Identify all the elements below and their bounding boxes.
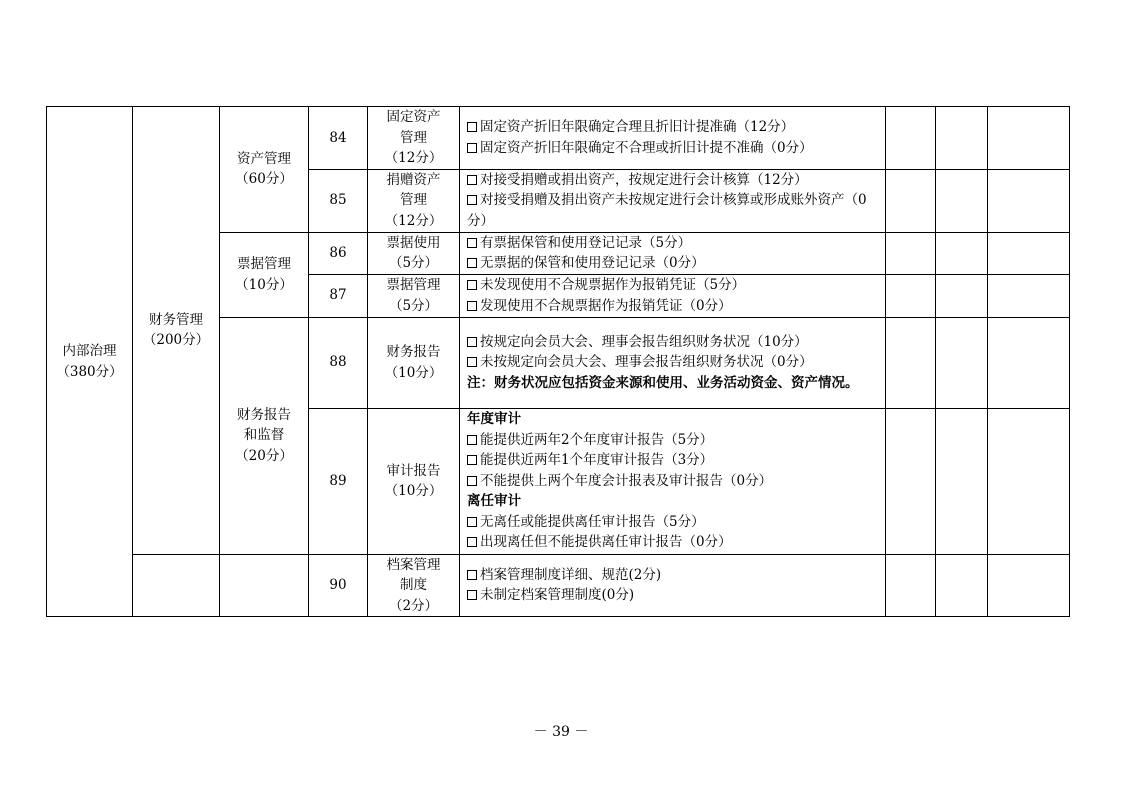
- item-name-line: 票据使用: [386, 234, 441, 251]
- criteria-section-heading: 年度审计: [467, 411, 521, 428]
- criteria-option[interactable]: [467, 233, 881, 254]
- checkbox-icon[interactable]: [467, 238, 477, 248]
- item-name-line: （10分）: [384, 364, 443, 381]
- criteria-cell: [460, 554, 886, 617]
- score-blank-cell: [886, 408, 936, 554]
- score-blank-cell: [936, 408, 988, 554]
- criteria-option-text: 有票据保管和使用登记记录（5分）: [480, 234, 692, 251]
- checkbox-icon[interactable]: [467, 280, 477, 290]
- criteria-option[interactable]: [467, 296, 881, 317]
- group-invoices-title: 票据管理: [237, 256, 291, 272]
- score-blank-cell: [936, 317, 988, 408]
- criteria-option[interactable]: [467, 332, 881, 353]
- score-blank-cell: [886, 317, 936, 408]
- group-invoices-cell: [220, 232, 309, 317]
- item-name-line: 制度: [400, 577, 427, 593]
- item-name-line: 捐赠资产: [386, 171, 441, 188]
- criteria-option-text: 无离任或能提供离任审计报告（5分）: [480, 513, 705, 530]
- score-blank-cell: [886, 554, 936, 617]
- score-blank-cell: [936, 107, 988, 170]
- score-blank-cell: [988, 554, 1070, 617]
- criteria-option[interactable]: [467, 585, 881, 606]
- item-name-cell: [368, 408, 460, 554]
- item-number: 88: [309, 317, 368, 408]
- score-blank-cell: [886, 232, 936, 274]
- score-blank-cell: [886, 107, 936, 170]
- criteria-option-text: 对接受捐赠或捐出资产，按规定进行会计核算（12分）: [480, 171, 808, 188]
- checkbox-icon[interactable]: [467, 175, 477, 185]
- criteria-section-heading: 离任审计: [467, 493, 521, 510]
- checkbox-icon[interactable]: [467, 258, 477, 268]
- criteria-option[interactable]: [467, 253, 881, 274]
- criteria-option-text: 固定资产折旧年限确定合理且折旧计提准确（12分）: [480, 119, 795, 136]
- item-name-cell: [368, 317, 460, 408]
- checkbox-icon[interactable]: [467, 570, 477, 580]
- criteria-note: 注：财务状况应包括资金来源和使用、业务活动资金、资产情况。: [467, 374, 859, 391]
- level1-category-cell: [47, 107, 133, 617]
- checkbox-icon[interactable]: [467, 537, 477, 547]
- level2-category-cell: [133, 107, 220, 555]
- item-name-line: 档案管理: [386, 556, 441, 573]
- item-name-line: 财务报告: [386, 344, 441, 360]
- item-number: 84: [309, 107, 368, 170]
- group-invoices-score: （10分）: [235, 276, 293, 293]
- checkbox-icon[interactable]: [467, 357, 477, 367]
- item-number: 86: [309, 232, 368, 274]
- scoring-table: [46, 106, 1070, 617]
- level2-category-score: （200分）: [142, 332, 210, 349]
- criteria-cell: [460, 169, 886, 232]
- level1-category-score: （380分）: [56, 363, 123, 380]
- criteria-option-text: 能提供近两年2个年度审计报告（5分）: [480, 431, 714, 448]
- criteria-option[interactable]: [467, 512, 881, 533]
- score-blank-cell: [886, 274, 936, 317]
- checkbox-icon[interactable]: [467, 337, 477, 347]
- criteria-option-text: 对接受捐赠及捐出资产未按规定进行会计核算或形成账外资产（0分）: [467, 192, 867, 229]
- item-name-line: 审计报告: [386, 462, 441, 479]
- table-row-84: [47, 107, 1070, 170]
- checkbox-icon[interactable]: [467, 435, 477, 445]
- checkbox-icon[interactable]: [467, 301, 477, 311]
- item-name-cell: [368, 274, 460, 317]
- score-blank-cell: [988, 408, 1070, 554]
- criteria-cell: [460, 107, 886, 170]
- group-assets-score: （60分）: [235, 171, 293, 188]
- blank-category-cell: [133, 554, 220, 617]
- checkbox-icon[interactable]: [467, 143, 477, 153]
- checkbox-icon[interactable]: [467, 195, 477, 205]
- score-blank-cell: [886, 169, 936, 232]
- group-assets-cell: [220, 107, 309, 233]
- score-blank-cell: [988, 274, 1070, 317]
- criteria-option[interactable]: [467, 190, 881, 231]
- group-reporting-score: （20分）: [235, 447, 293, 464]
- score-blank-cell: [988, 232, 1070, 274]
- item-name-line: （12分）: [384, 150, 443, 166]
- level2-category-title: 财务管理: [149, 311, 203, 328]
- criteria-option-text: 未制定档案管理制度(0分): [480, 587, 635, 604]
- criteria-option[interactable]: [467, 117, 881, 138]
- criteria-option-text: 出现离任但不能提供离任审计报告（0分）: [480, 534, 732, 551]
- score-blank-cell: [936, 554, 988, 617]
- score-blank-cell: [936, 169, 988, 232]
- item-number: 85: [309, 169, 368, 232]
- criteria-cell: [460, 317, 886, 408]
- criteria-option[interactable]: [467, 275, 881, 296]
- criteria-option[interactable]: [467, 471, 881, 492]
- checkbox-icon[interactable]: [467, 455, 477, 465]
- group-reporting-title: 财务报告: [237, 406, 291, 423]
- checkbox-icon[interactable]: [467, 517, 477, 527]
- item-name-line: （5分）: [388, 255, 439, 271]
- group-reporting-cell: [220, 317, 309, 554]
- criteria-option-text: 固定资产折旧年限确定不合理或折旧计提不准确（0分）: [480, 139, 813, 156]
- checkbox-icon[interactable]: [467, 476, 477, 486]
- criteria-option-text: 未发现使用不合规票据作为报销凭证（5分）: [480, 277, 746, 293]
- item-name-cell: [368, 169, 460, 232]
- criteria-option-text: 无票据的保管和使用登记记录（0分）: [480, 255, 705, 271]
- checkbox-icon[interactable]: [467, 590, 477, 600]
- criteria-cell: [460, 232, 886, 274]
- criteria-option[interactable]: [467, 565, 881, 586]
- criteria-option-text: 能提供近两年1个年度审计报告（3分）: [480, 452, 714, 469]
- item-name-cell: [368, 107, 460, 170]
- checkbox-icon[interactable]: [467, 122, 477, 132]
- group-reporting-title: 和监督: [243, 427, 285, 444]
- item-name-cell: [368, 232, 460, 274]
- criteria-option-text: 档案管理制度详细、规范(2分): [480, 566, 662, 583]
- score-blank-cell: [936, 232, 988, 274]
- criteria-option-text: 按规定向会员大会、理事会报告组织财务状况（10分）: [480, 333, 808, 350]
- score-blank-cell: [936, 274, 988, 317]
- item-number: 89: [309, 408, 368, 554]
- criteria-option[interactable]: [467, 138, 881, 159]
- item-name-line: 票据管理: [386, 277, 441, 293]
- item-name-line: （10分）: [384, 483, 443, 499]
- criteria-option[interactable]: [467, 532, 881, 553]
- group-assets-title: 资产管理: [237, 150, 291, 167]
- item-name-line: （2分）: [388, 597, 439, 614]
- score-blank-cell: [988, 107, 1070, 170]
- criteria-option[interactable]: [467, 170, 881, 191]
- criteria-option-text: 未按规定向会员大会、理事会报告组织财务状况（0分）: [480, 354, 813, 371]
- criteria-option[interactable]: [467, 352, 881, 373]
- item-name-line: 管理: [400, 129, 427, 146]
- criteria-option-text: 发现使用不合规票据作为报销凭证（0分）: [480, 297, 732, 314]
- item-name-line: （5分）: [388, 297, 439, 314]
- item-name-cell: [368, 554, 460, 617]
- page-number: － 39 －: [533, 724, 589, 740]
- criteria-cell: [460, 274, 886, 317]
- item-number: 87: [309, 274, 368, 317]
- level1-category-title: 内部治理: [62, 343, 117, 359]
- table-row-90: [47, 554, 1070, 617]
- criteria-cell: [460, 408, 886, 554]
- score-blank-cell: [988, 317, 1070, 408]
- item-number: 90: [309, 554, 368, 617]
- item-name-line: 固定资产: [386, 109, 441, 125]
- criteria-option[interactable]: [467, 430, 881, 451]
- item-name-line: 管理: [400, 192, 427, 209]
- criteria-option[interactable]: [467, 450, 881, 471]
- blank-group-cell: [220, 554, 309, 617]
- criteria-option-text: 不能提供上两个年度会计报表及审计报告（0分）: [480, 472, 773, 489]
- item-name-line: （12分）: [384, 212, 443, 229]
- score-blank-cell: [988, 169, 1070, 232]
